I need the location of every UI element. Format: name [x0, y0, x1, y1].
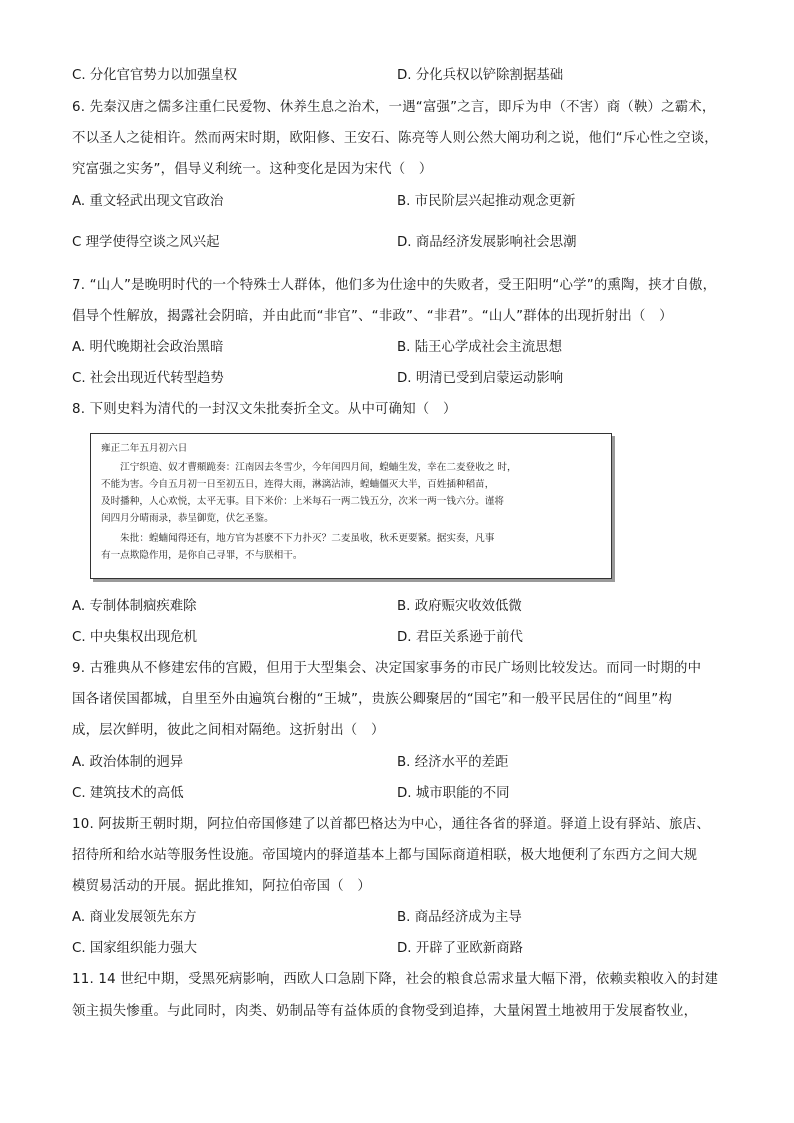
q5-option-c[interactable]: C. 分化官官势力以加强皇权	[72, 68, 238, 83]
q10-option-d[interactable]: D. 开辟了亚欧新商路	[397, 941, 523, 956]
q10-option-c[interactable]: C. 国家组织能力强大	[72, 941, 197, 956]
q6-option-b[interactable]: B. 市民阶层兴起推动观念更新	[397, 194, 576, 209]
q9-option-b[interactable]: B. 经济水平的差距	[397, 755, 509, 770]
q6-option-d[interactable]: D. 商品经济发展影响社会思潮	[397, 235, 577, 250]
q7-stem-line-1: 7. “山人”是晚明时代的一个特殊士人群体，他们多为仕途中的失败者，受王阳明“心学”的熏陶，挟才自傲，	[72, 278, 717, 293]
q9-option-c[interactable]: C. 建筑技术的高低	[72, 786, 184, 801]
q11-stem-line-1: 11. 14 世纪中期，受黑死病影响，西欧人口急剧下降，社会的粮食总需求量大幅下滑，依赖卖粮收入的封建	[72, 972, 719, 987]
source-line-1: 江宁织造、奴才曹頫跪奏：江南因去冬雪少，今年闰四月间，蝗蝻生发，幸在二麦登收之 时，	[101, 462, 517, 473]
source-line-4: 闰四月分晴雨录，恭呈御览，伏乞圣鉴。	[101, 513, 274, 524]
q10-stem-line-1: 10. 阿拔斯王朝时期，阿拉伯帝国修建了以首都巴格达为中心，通往各省的驿道。驿道上设有驿站、旅店、	[72, 817, 710, 832]
q9-option-d[interactable]: D. 城市职能的不同	[397, 786, 510, 801]
q11-stem-line-2: 领主损失惨重。与此同时，肉类、奶制品等有益体质的食物受到追捧，大量闲置土地被用于发展畜牧业，	[72, 1004, 698, 1019]
q10-option-b[interactable]: B. 商品经济成为主导	[397, 910, 522, 925]
q7-option-d[interactable]: D. 明清已受到启蒙运动影响	[397, 371, 564, 386]
q7-option-a[interactable]: A. 明代晚期社会政治黑暗	[72, 340, 224, 355]
source-line-5: 朱批：蝗蝻闻得还有，地方官为甚麽不下力扑灭？二麦虽收，秋禾更要紧。据实奏，凡事	[101, 533, 495, 544]
source-date: 雍正二年五月初六日	[101, 443, 188, 454]
q7-option-c[interactable]: C. 社会出现近代转型趋势	[72, 371, 224, 386]
source-line-6: 有一点欺隐作用，是你自己寻罪，不与朕相干。	[101, 550, 303, 561]
q8-option-b[interactable]: B. 政府赈灾收效低微	[397, 599, 522, 614]
q6-stem-line-2: 不以圣人之徒相许。然而两宋时期，欧阳修、王安石、陈亮等人则公然大阐功利之说，他们“斥心性之空谈，	[72, 131, 718, 146]
q9-stem-line-3: 成，层次鲜明，彼此之间相对隔绝。这折射出（ ）	[72, 723, 385, 738]
source-line-2: 不能为害。今自五月初一日至初五日，连得大雨，淋漓沾沛，蝗蝻僵灭大半，百姓插种稻苗，	[101, 479, 495, 490]
q5-option-d[interactable]: D. 分化兵权以铲除割据基础	[397, 68, 564, 83]
q6-stem-line-3: 究富强之实务”，倡导义利统一。这种变化是因为宋代（ ）	[72, 162, 433, 177]
q10-option-a[interactable]: A. 商业发展领先东方	[72, 910, 197, 925]
source-line-3: 及时播种，人心欢悦，太平无事。目下米价：上米每石一两二钱五分，次米一两一钱六分。谨将	[101, 496, 504, 507]
q8-option-c[interactable]: C. 中央集权出现危机	[72, 630, 197, 645]
q10-stem-line-2: 招待所和给水站等服务性设施。帝国境内的驿道基本上都与国际商道相联，极大地便利了东西方之间大规	[72, 848, 698, 863]
q9-option-a[interactable]: A. 政治体制的迥异	[72, 755, 184, 770]
q8-source-box	[90, 433, 612, 579]
q8-option-d[interactable]: D. 君臣关系逊于前代	[397, 630, 523, 645]
q9-stem-line-1: 9. 古雅典从不修建宏伟的宫殿，但用于大型集会、决定国家事务的市民广场则比较发达。而同一时期的中	[72, 661, 702, 676]
q6-option-a[interactable]: A. 重文轻武出现文官政治	[72, 194, 224, 209]
q6-option-c[interactable]: C 理学使得空谈之风兴起	[72, 235, 220, 250]
q7-stem-line-2: 倡导个性解放，揭露社会阴暗，并由此而“非官”、“非政”、“非君”。“山人”群体的出现折射出（ ）	[72, 309, 673, 324]
q10-stem-line-3: 模贸易活动的开展。据此推知，阿拉伯帝国（ ）	[72, 879, 371, 894]
q8-stem: 8. 下则史料为清代的一封汉文朱批奏折全文。从中可确知（ ）	[72, 402, 457, 417]
q8-option-a[interactable]: A. 专制体制痼疾难除	[72, 599, 197, 614]
q6-stem-line-1: 6. 先秦汉唐之儒多注重仁民爱物、休养生息之治术，一遇“富强”之言，即斥为申（不害）商（鞅）之霸术，	[72, 100, 716, 115]
q7-option-b[interactable]: B. 陆王心学成社会主流思想	[397, 340, 562, 355]
q9-stem-line-2: 国各诸侯国都城，自里至外由遍筑台榭的“王城”，贵族公卿聚居的“国宅”和一般平民居住的“闾里”构	[72, 692, 673, 707]
